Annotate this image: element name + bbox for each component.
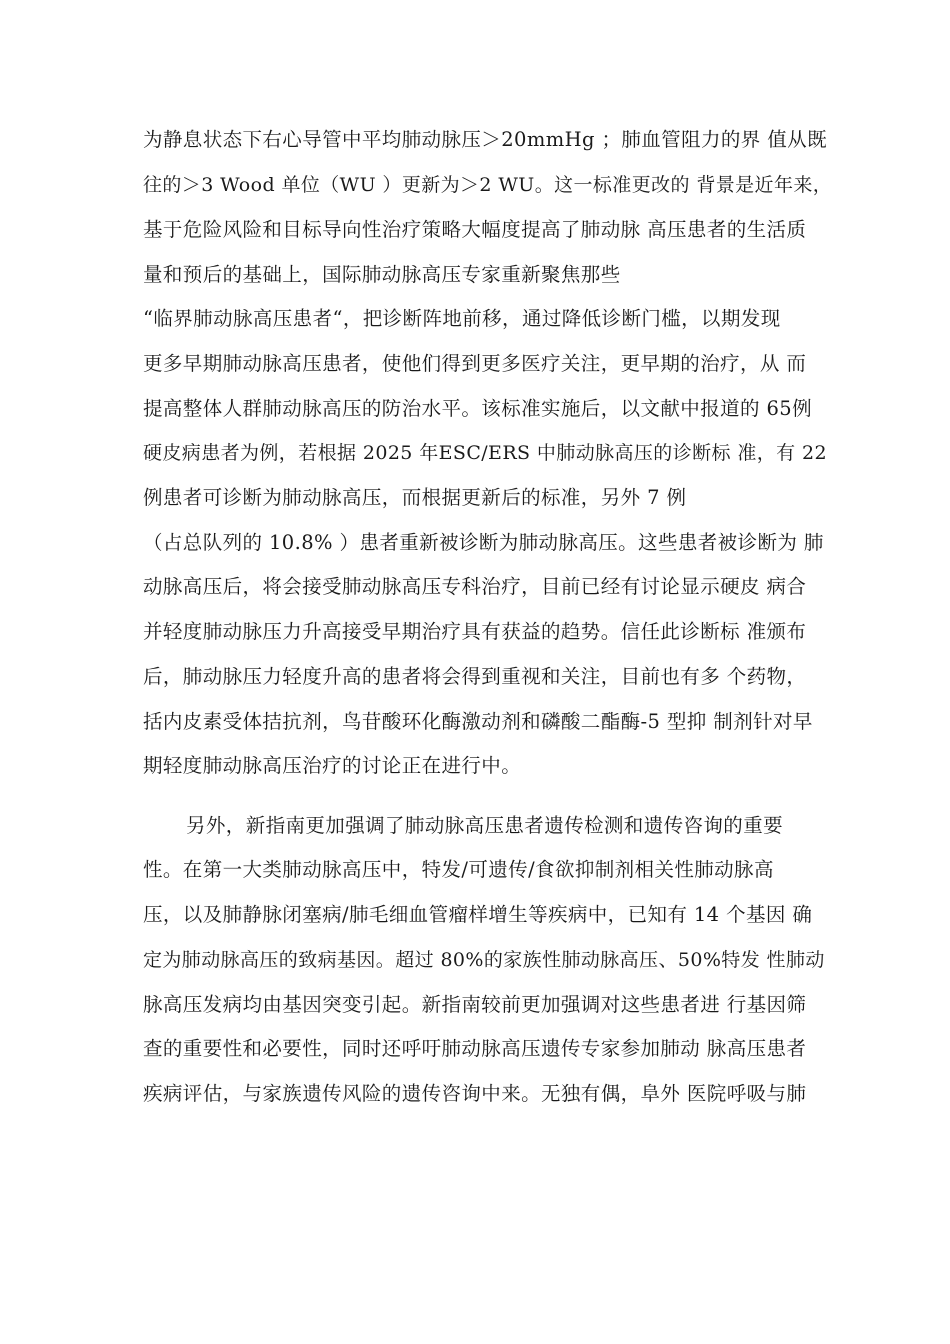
text-line: 疾病评估，与家族遗传风险的遗传咨询中来。无独有偶，阜外 医院呼吸与肺: [143, 1082, 807, 1105]
text-line: 性。在第一大类肺动脉高压中，特发/可遗传/食欲抑制剂相关性肺动脉高: [143, 858, 774, 881]
text-line: 例患者可诊断为肺动脉高压，而根据更新后的标准，另外 7 例: [143, 486, 687, 509]
text-line: （占总队列的 10.8% ）患者重新被诊断为肺动脉高压。这些患者被诊断为 肺: [143, 531, 824, 554]
text-line: 后，肺动脉压力轻度升高的患者将会得到重视和关注，目前也有多 个药物，: [143, 665, 807, 688]
text-line: 脉高压发病均由基因突变引起。新指南较前更加强调对这些患者进 行基因筛: [143, 993, 807, 1016]
text-line: 动脉高压后，将会接受肺动脉高压专科治疗，目前已经有讨论显示硬皮 病合: [143, 575, 807, 598]
text-line: 另外，新指南更加强调了肺动脉高压患者遗传检测和遗传咨询的重要: [186, 814, 784, 837]
text-line: “临界肺动脉高压患者“，把诊断阵地前移，通过降低诊断门槛，以期发现: [143, 307, 781, 330]
text-line: 基于危险风险和目标导向性治疗策略大幅度提高了肺动脉 高压患者的生活质: [143, 218, 807, 241]
text-line: 硬皮病患者为例，若根据 2025 年ESC/ERS 中肺动脉高压的诊断标 准，有 22: [143, 442, 827, 464]
text-line: 更多早期肺动脉高压患者，使他们得到更多医疗关注，更早期的治疗，从 而: [143, 352, 807, 375]
text-line: 期轻度肺动脉高压治疗的讨论正在进行中。: [143, 754, 522, 777]
text-line: 往的＞3 Wood 单位（WU ）更新为＞2 WU。这一标准更改的 背景是近年来，: [143, 174, 833, 196]
text-line: 并轻度肺动脉压力升高接受早期治疗具有获益的趋势。信任此诊断标 准颁布: [143, 620, 807, 643]
text-line: 为静息状态下右心导管中平均肺动脉压＞20mmHg ；肺血管阻力的界 值从既: [143, 128, 827, 151]
text-line: 压，以及肺静脉闭塞病/肺毛细血管瘤样增生等疾病中，已知有 14 个基因 确: [143, 903, 813, 926]
text-line: 定为肺动脉高压的致病基因。超过 80%的家族性肺动脉高压、50%特发 性肺动: [143, 949, 825, 971]
text-line: 括内皮素受体拮抗剂，鸟苷酸环化酶激动剂和磷酸二酯酶-5 型抑 制剂针对早: [143, 710, 813, 733]
text-line: 量和预后的基础上，国际肺动脉高压专家重新聚焦那些: [143, 263, 621, 286]
text-line: 查的重要性和必要性，同时还呼吁肺动脉高压遗传专家参加肺动 脉高压患者: [143, 1037, 807, 1060]
text-line: 提高整体人群肺动脉高压的防治水平。该标准实施后，以文献中报道的 65例: [143, 397, 813, 420]
